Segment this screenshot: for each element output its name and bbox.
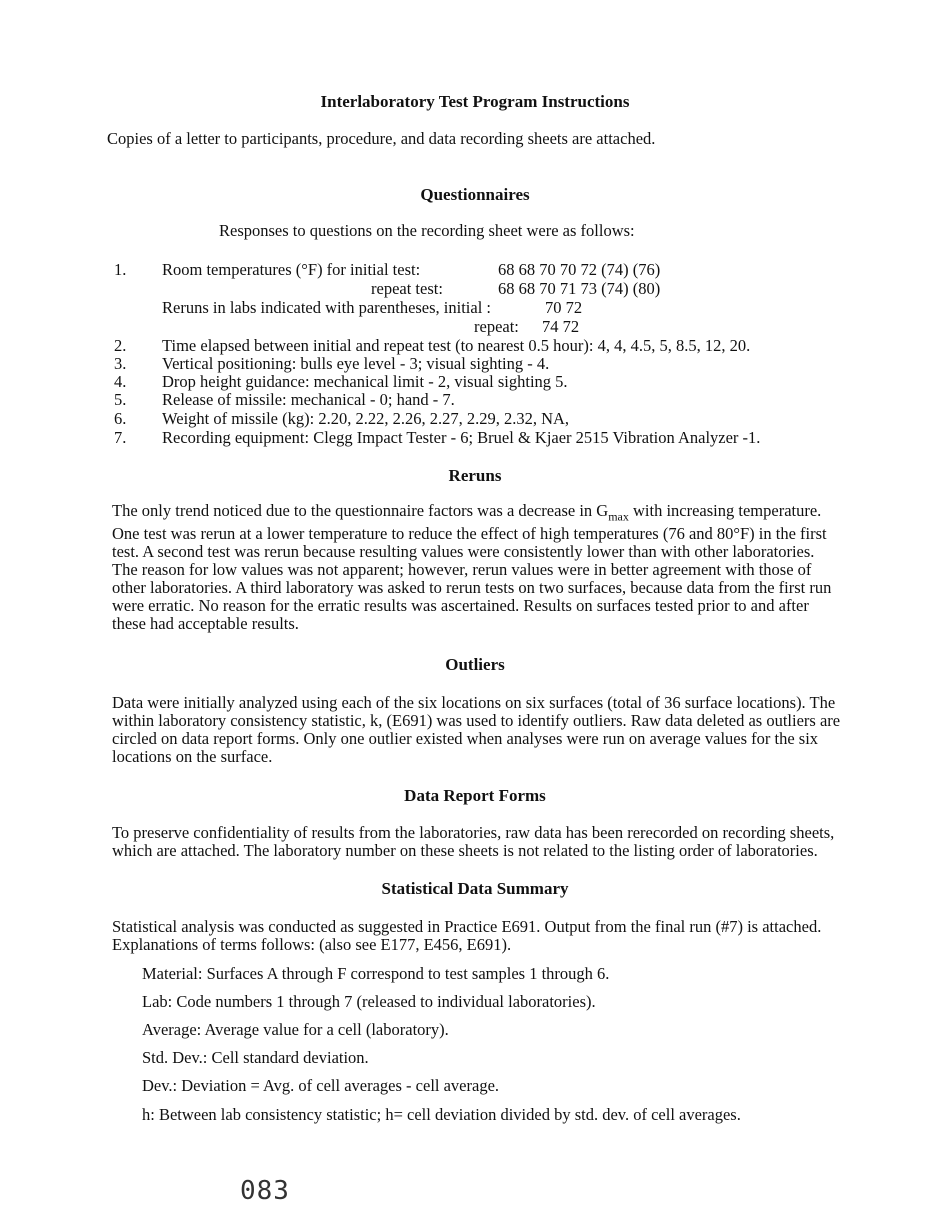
definition-dev: Dev.: Deviation = Avg. of cell averages - cell average. [142,1076,500,1095]
rerun-initial-label: Reruns in labs indicated with parentheses, initial : [162,298,492,317]
gmax-subscript: max [608,509,629,524]
reruns-paragraph [112,502,842,633]
definition-std-dev: Std. Dev.: Cell standard deviation. [142,1048,369,1067]
item-number: 3. [114,354,127,373]
list-item: Recording equipment: Clegg Impact Tester - 6; Bruel & Kjaer 2515 Vibration Analyzer -1. [162,428,761,447]
definition-average: Average: Average value for a cell (laboratory). [142,1020,449,1039]
data-report-forms-paragraph: To preserve confidentiality of results from the laboratories, raw data has been rerecorded on recording sheets, which are attached. The laboratory number on these sheets is not related to the listing order of laboratories. [112,823,835,860]
outliers-heading: Outliers [445,655,505,674]
item-number: 6. [114,409,127,428]
questionnaires-lead: Responses to questions on the recording sheet were as follows: [219,221,635,240]
item-number: 4. [114,372,127,391]
list-item: Time elapsed between initial and repeat test (to nearest 0.5 hour): 4, 4, 4.5, 5, 8.5, 12, 20. [162,336,751,355]
statistical-summary-heading: Statistical Data Summary [381,879,569,898]
list-item: Release of missile: mechanical - 0; hand - 7. [162,390,455,409]
data-report-forms-heading: Data Report Forms [404,786,546,805]
rerun-repeat-label: repeat: [474,317,519,336]
item-number: 7. [114,428,127,447]
statistical-summary-paragraph: Statistical analysis was conducted as suggested in Practice E691. Output from the final run (#7) is attached. Explanations of terms follows: (also see E177, E456, E691). [112,917,822,954]
item-number: 2. [114,336,127,355]
rerun-repeat-values: 74 72 [542,317,580,336]
definition-material: Material: Surfaces A through F correspond to test samples 1 through 6. [142,964,610,983]
list-item: Vertical positioning: bulls eye level - 3; visual sighting - 4. [162,354,550,373]
room-temp-repeat-values: 68 68 70 71 73 (74) (80) [498,279,661,298]
definition-lab: Lab: Code numbers 1 through 7 (released to individual laboratories). [142,992,596,1011]
room-temp-initial-label: Room temperatures (°F) for initial test: [162,260,421,279]
item-number: 1. [114,260,127,279]
page-number: 083 [240,1176,290,1206]
reruns-text-after: with increasing temperature. One test was rerun at a lower temperature to reduce the effect of high temperatures (76 and 80°F) in the first test. A second test was rerun because resulting values were consistently lower than with other laboratories. The reason for low values was not apparent; however, rerun values were in better agreement with those of other laboratories. A third laboratory was asked to rerun tests on two surfaces, because data from the first run were erratic. No reason for the erratic results was ascertained. Results on surfaces tested prior to and after these had acceptable results. [112,501,832,634]
questionnaires-heading: Questionnaires [420,185,530,204]
intro-text: Copies of a letter to participants, procedure, and data recording sheets are attached. [107,129,656,148]
room-temp-repeat-label: repeat test: [371,279,443,298]
list-item: Weight of missile (kg): 2.20, 2.22, 2.26, 2.27, 2.29, 2.32, NA, [162,409,570,428]
rerun-initial-values: 70 72 [545,298,583,317]
page-title: Interlaboratory Test Program Instructions [320,92,630,111]
outliers-paragraph: Data were initially analyzed using each of the six locations on six surfaces (total of 36 surface locations). The within laboratory consistency statistic, k, (E691) was used to identify outliers. Raw data deleted as outliers are circled on data report forms. Only one outlier existed when analyses were run on average values for the six locations on the surface. [112,693,841,766]
reruns-text-before: The only trend noticed due to the questionnaire factors was a decrease in G [112,501,609,520]
definition-h: h: Between lab consistency statistic; h= cell deviation divided by std. dev. of cell averages. [142,1105,741,1124]
list-item: Drop height guidance: mechanical limit - 2, visual sighting 5. [162,372,568,391]
reruns-heading: Reruns [448,466,502,485]
item-number: 5. [114,390,127,409]
room-temp-initial-values: 68 68 70 70 72 (74) (76) [498,260,661,279]
